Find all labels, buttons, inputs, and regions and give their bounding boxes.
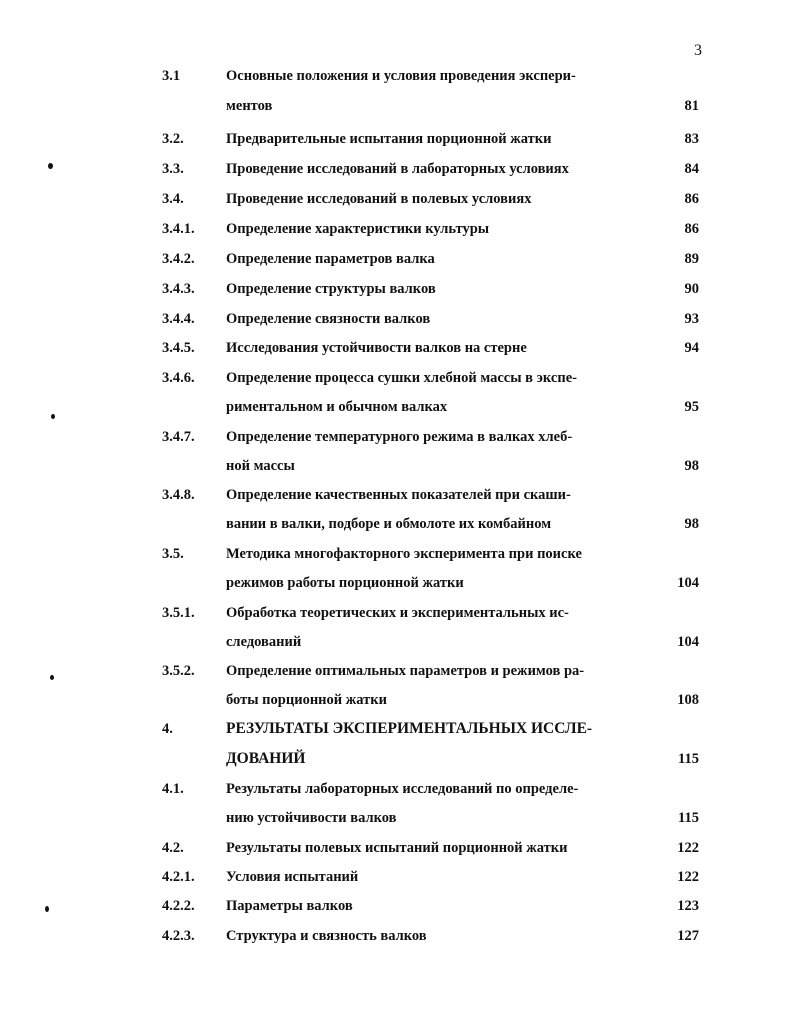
entry-title-line: режимов работы порционной жатки [226, 575, 464, 591]
entry-page: 115 [678, 810, 699, 826]
entry-title-line: вании в валки, подборе и обмолоте их комбайном [226, 516, 552, 532]
entry-title-line: следований [226, 634, 302, 650]
entry-title-line: Условия испытаний [226, 869, 359, 885]
entry-page: 123 [677, 898, 699, 914]
entry-title-line: Обработка теоретических и экспериментальных ис- [226, 605, 569, 621]
entry-title-line: РЕЗУЛЬТАТЫ ЭКСПЕРИМЕНТАЛЬНЫХ ИССЛЕ- [226, 720, 593, 737]
entry-title-line: Определение структуры валков [226, 281, 436, 297]
entry-number: 3.5.1. [162, 605, 195, 621]
entry-page: 83 [684, 131, 699, 147]
entry-number: 4.2. [162, 840, 184, 856]
entry-title-line: ДОВАНИЙ [226, 750, 306, 767]
entry-number: 3.3. [162, 161, 184, 177]
entry-title-line: Структура и связность валков [226, 928, 427, 944]
entry-page: 86 [684, 221, 699, 237]
entry-title-line: Методика многофакторного эксперимента при поиске [226, 546, 582, 562]
page-number: 3 [694, 42, 702, 59]
entry-page: 84 [684, 161, 699, 177]
entry-title-line: Определение процесса сушки хлебной массы в экспе- [226, 370, 577, 386]
entry-title-line: Определение качественных показателей при скаши- [226, 487, 571, 503]
entry-page: 104 [677, 575, 699, 591]
entry-number: 4.1. [162, 781, 184, 797]
entry-page: 122 [677, 869, 699, 885]
entry-page: 115 [678, 751, 699, 767]
entry-number: 4.2.1. [162, 869, 195, 885]
entry-number: 3.4.3. [162, 281, 195, 297]
scan-speck [45, 906, 49, 912]
entry-number: 4.2.2. [162, 898, 195, 914]
entry-page: 89 [684, 251, 699, 267]
entry-number: 3.1 [162, 68, 181, 84]
entry-page: 104 [677, 634, 699, 650]
entry-page: 94 [684, 340, 699, 356]
entry-title-line: Определение связности валков [226, 311, 431, 327]
entry-title-line: Определение параметров валка [226, 251, 435, 267]
entry-number: 3.4.6. [162, 370, 195, 386]
scan-speck [50, 675, 54, 680]
entry-title-line: нию устойчивости валков [226, 810, 397, 826]
entry-title-line: Определение оптимальных параметров и режимов ра- [226, 663, 585, 679]
entry-title-line: ной массы [226, 458, 295, 474]
entry-title-line: Определение температурного режима в валках хлеб- [226, 429, 573, 445]
entry-number: 3.5.2. [162, 663, 195, 679]
entry-number: 4.2.3. [162, 928, 195, 944]
entry-page: 93 [684, 311, 699, 327]
entry-page: 86 [684, 191, 699, 207]
scan-speck [48, 163, 53, 169]
entry-title-line: риментальном и обычном валках [226, 399, 448, 415]
entry-page: 122 [677, 840, 699, 856]
entry-page: 90 [684, 281, 699, 297]
entry-number: 3.4.1. [162, 221, 195, 237]
entry-title-line: Исследования устойчивости валков на стерне [226, 340, 527, 356]
entry-page: 108 [677, 692, 699, 708]
entry-title-line: Результаты лабораторных исследований по определе- [226, 781, 579, 797]
entry-page: 98 [684, 516, 699, 532]
entry-number: 3.4.8. [162, 487, 195, 503]
entry-title-line: Проведение исследований в полевых условиях [226, 191, 532, 207]
entry-page: 98 [684, 458, 699, 474]
entry-title-line: Результаты полевых испытаний порционной жатки [226, 840, 568, 856]
entry-number: 3.5. [162, 546, 184, 562]
entry-page: 127 [677, 928, 699, 944]
entry-title-line: боты порционной жатки [226, 692, 387, 708]
entry-number: 3.4. [162, 191, 184, 207]
entry-title-line: ментов [226, 98, 273, 114]
entry-number: 3.2. [162, 131, 184, 147]
entry-number: 4. [162, 721, 173, 737]
entry-title-line: Основные положения и условия проведения экспери- [226, 68, 576, 84]
entry-title-line: Определение характеристики культуры [226, 221, 490, 237]
entry-number: 3.4.7. [162, 429, 195, 445]
entry-title-line: Параметры валков [226, 898, 353, 914]
scan-speck [51, 414, 55, 419]
entry-page: 95 [684, 399, 699, 415]
entry-page: 81 [684, 98, 699, 114]
entry-number: 3.4.2. [162, 251, 195, 267]
entry-number: 3.4.5. [162, 340, 195, 356]
entry-number: 3.4.4. [162, 311, 195, 327]
entry-title-line: Предварительные испытания порционной жатки [226, 131, 552, 147]
entry-title-line: Проведение исследований в лабораторных условиях [226, 161, 569, 177]
